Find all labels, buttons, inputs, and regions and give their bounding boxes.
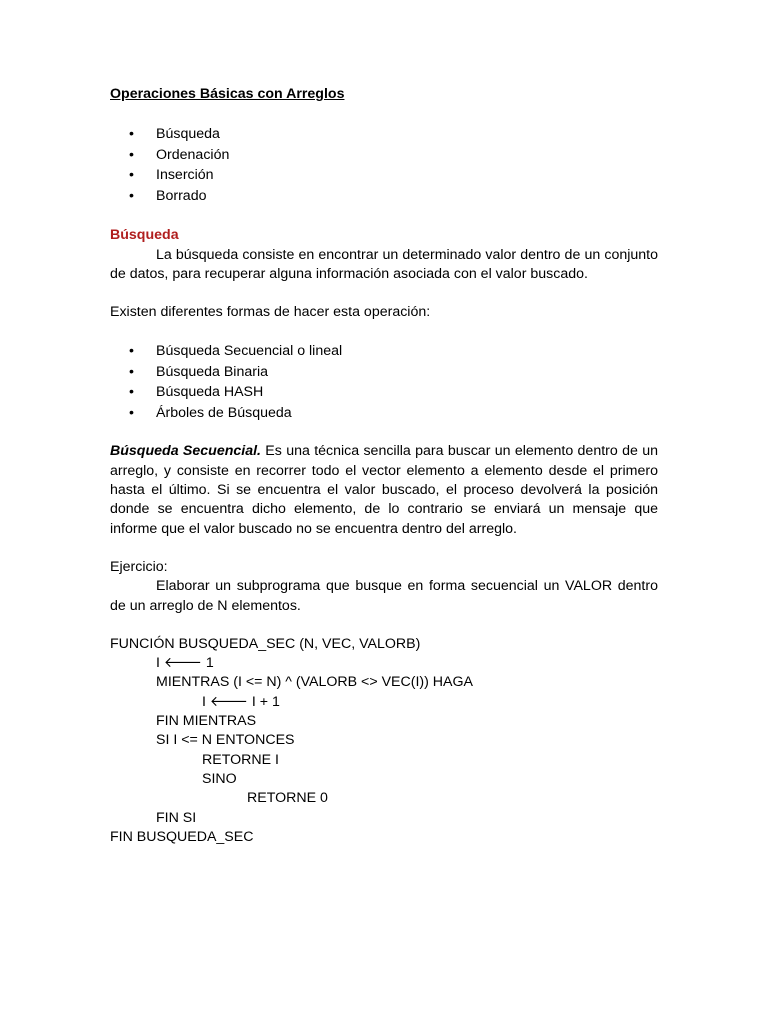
busqueda-heading: Búsqueda xyxy=(110,227,179,244)
bullet-icon: • xyxy=(129,343,134,360)
code-line: RETORNE 0 xyxy=(247,790,328,807)
bullet-icon: • xyxy=(129,384,134,401)
bullet-icon: • xyxy=(129,404,134,421)
document-content xyxy=(110,85,658,847)
code-line: FIN MIENTRAS xyxy=(156,713,257,730)
list-item: • Inserción xyxy=(110,165,658,186)
code-line: FUNCIÓN BUSQUEDA_SEC (N, VEC, VALORB) xyxy=(110,635,421,652)
pseudocode-block xyxy=(110,635,658,847)
list-item: • Búsqueda Secuencial o lineal xyxy=(110,341,658,362)
code-line: FIN BUSQUEDA_SEC xyxy=(110,828,254,845)
document-title: Operaciones Básicas con Arreglos xyxy=(110,86,345,102)
bullet-icon: • xyxy=(129,146,134,163)
code-line: SI I <= N ENTONCES xyxy=(156,732,295,749)
ejercicio-text: Elaborar un subprograma que busque en forma secuencial un VALOR dentro de un arreglo de N elementos. xyxy=(110,578,658,614)
busqueda-intro: Existen diferentes formas de hacer esta operación: xyxy=(110,304,431,321)
operations-list xyxy=(110,124,658,206)
secuencial-paragraph xyxy=(110,442,658,538)
list-item: • Búsqueda HASH xyxy=(110,382,658,403)
list-item: • Búsqueda xyxy=(110,124,658,145)
bullet-icon: • xyxy=(129,187,134,204)
code-line: I 🡐 1 xyxy=(156,655,214,672)
code-line: MIENTRAS (I <= N) ^ (VALORB <> VEC(I)) HAGA xyxy=(156,674,474,691)
list-item: • Borrado xyxy=(110,186,658,207)
code-line: SINO xyxy=(202,770,237,787)
list-item: • Ordenación xyxy=(110,145,658,166)
list-item: • Árboles de Búsqueda xyxy=(110,403,658,424)
secuencial-text: Es una técnica sencilla para buscar un elemento dentro de un arreglo, y consiste en recorrer todo el vector elemento a elemento desde el primero hasta el último. Si se encuentra el valor buscado, el proceso devolverá la posición donde se encuentra dicho elemento, de lo contrario se enviará un mensaje que informe que el valor buscado no se encuentra dentro del arreglo. xyxy=(110,443,658,537)
ejercicio-label: Ejercicio: xyxy=(110,558,168,575)
secuencial-term: Búsqueda Secuencial. xyxy=(110,443,261,460)
code-line: I 🡐 I + 1 xyxy=(202,693,280,710)
busqueda-paragraph: La búsqueda consiste en encontrar un determinado valor dentro de un conjunto de datos, para recuperar alguna información asociada con el valor buscado. xyxy=(110,246,658,282)
code-line: RETORNE I xyxy=(202,751,279,768)
bullet-icon: • xyxy=(129,167,134,184)
bullet-icon: • xyxy=(129,363,134,380)
code-line: FIN SI xyxy=(156,809,197,826)
list-item: • Búsqueda Binaria xyxy=(110,362,658,383)
bullet-icon: • xyxy=(129,126,134,143)
search-types-list xyxy=(110,341,658,423)
